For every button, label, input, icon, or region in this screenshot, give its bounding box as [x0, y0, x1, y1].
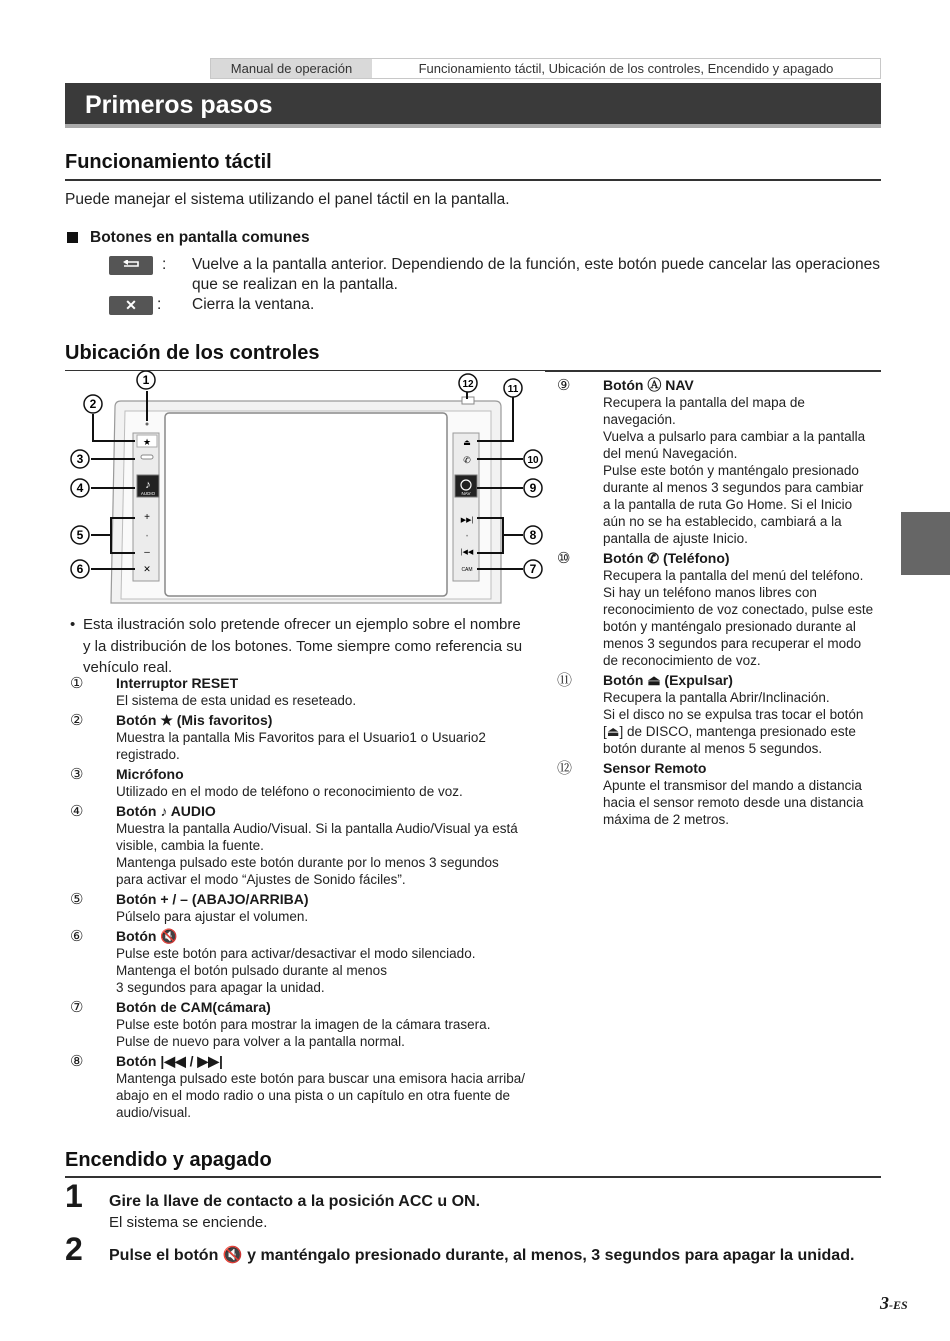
device-nav-label: NAV: [461, 491, 471, 496]
svg-text:•: •: [145, 534, 149, 540]
control-item-title: Micrófono: [116, 766, 184, 782]
control-item-desc: Si el disco no se expulsa tras tocar el botón: [603, 707, 864, 722]
control-item-number: ⑨: [557, 377, 571, 394]
control-item-desc: Recupera la pantalla del menú del teléfono.: [603, 568, 864, 583]
svg-text:–: –: [144, 547, 150, 558]
control-item-desc: navegación.: [603, 412, 676, 427]
control-item-desc: 3 segundos para apagar la unidad.: [116, 980, 325, 995]
control-item-desc: hacia el sensor remoto desde una distancia: [603, 795, 864, 810]
back-arrow-icon: [120, 260, 142, 272]
square-bullet-icon: [67, 232, 78, 243]
control-item-title: Botón ♪ AUDIO: [116, 803, 216, 819]
control-item-desc: botón durante al menos 5 segundos.: [603, 741, 823, 756]
control-item-desc: Púlselo para ajustar el volumen.: [116, 909, 309, 924]
controls-list-right: [555, 377, 885, 831]
control-item-desc: Mantenga el botón pulsado durante al menos: [116, 963, 387, 978]
step-number-1: 1: [65, 1178, 83, 1214]
control-item-desc: Apunte el transmisor del mando a distancia: [603, 778, 862, 793]
device-illustration: [65, 371, 545, 613]
svg-text:♪: ♪: [145, 479, 151, 491]
svg-text:2: 2: [89, 397, 97, 411]
svg-text:✆: ✆: [463, 455, 471, 465]
svg-text:•: •: [465, 534, 469, 540]
control-item: [68, 803, 548, 888]
control-item-desc: máxima de 2 metros.: [603, 812, 730, 827]
control-item-number: ③: [70, 766, 84, 783]
svg-text:12: 12: [462, 379, 474, 390]
control-item: [68, 999, 548, 1050]
close-icon: ✕: [125, 297, 137, 313]
device-cam-label: CAM: [461, 567, 473, 573]
svg-text:★: ★: [142, 437, 152, 447]
control-item-title: Botón + / – (ABAJO/ARRIBA): [116, 891, 309, 907]
control-item: [555, 760, 885, 828]
control-item-desc: Pulse este botón para mostrar la imagen de la cámara trasera.: [116, 1017, 491, 1032]
control-item-title: Botón Ⓐ NAV: [603, 377, 694, 393]
section-rule: [65, 179, 881, 181]
control-item-desc: Pulse este botón para activar/desactivar el modo silenciado.: [116, 946, 476, 961]
svg-text:11: 11: [507, 384, 519, 395]
control-item: [555, 672, 885, 757]
svg-text:1: 1: [142, 373, 150, 387]
svg-text:⏏: ⏏: [463, 438, 471, 447]
control-item-desc: Vuelva a pulsarlo para cambiar a la pantalla: [603, 429, 866, 444]
section-heading-power: Encendido y apagado: [65, 1149, 272, 1171]
control-item-desc: Pulse este botón y manténgalo presionado: [603, 463, 859, 478]
control-item-desc: del menú Navegación.: [603, 446, 738, 461]
control-item-number: ①: [70, 675, 84, 692]
common-buttons-heading: Botones en pantalla comunes: [90, 229, 310, 246]
control-item: [555, 550, 885, 669]
control-item-number: ⑦: [70, 999, 84, 1016]
control-item-desc: menos 3 segundos para recuperar el modo: [603, 636, 862, 651]
page-title: Primeros pasos: [85, 91, 273, 119]
control-item-number: ⑧: [70, 1053, 84, 1070]
svg-text:✕: ✕: [143, 564, 151, 574]
svg-text:8: 8: [529, 528, 537, 542]
control-item-desc: para activar el modo “Ajustes de Sonido fáciles”.: [116, 872, 406, 887]
svg-text:+: +: [144, 512, 150, 523]
control-item-desc: audio/visual.: [116, 1105, 192, 1120]
back-button-illustration: [109, 256, 153, 275]
svg-text:7: 7: [529, 562, 537, 576]
svg-text:10: 10: [527, 455, 539, 466]
control-item-desc: Mantenga pulsado este botón durante por lo menos 3 segundos: [116, 855, 499, 870]
header-manual-label: Manual de operación: [211, 59, 372, 78]
control-item-desc: abajo en el modo radio o una pista o un capítulo en otra fuente de: [116, 1088, 511, 1103]
svg-text:4: 4: [76, 481, 84, 495]
header-section-label: Funcionamiento táctil, Ubicación de los controles, Encendido y apagado: [418, 61, 834, 76]
control-item-title: Interruptor RESET: [116, 675, 239, 691]
touch-intro: Puede manejar el sistema utilizando el panel táctil en la pantalla.: [65, 191, 510, 208]
colon: :: [162, 256, 167, 273]
section-heading-touch: Funcionamiento táctil: [65, 151, 272, 173]
control-item-desc: pantalla de ajuste Inicio.: [603, 531, 748, 546]
control-item-desc: de reconocimiento de voz.: [603, 653, 761, 668]
control-item-number: ⑪: [557, 672, 573, 689]
control-item-title: Botón 🔇: [116, 928, 178, 944]
control-item: [68, 1053, 548, 1121]
control-item-desc: Recupera la pantalla del mapa de: [603, 395, 805, 410]
control-item-desc: El sistema de esta unidad es reseteado.: [116, 693, 357, 708]
side-thumb-tab: [901, 512, 950, 575]
control-item-number: ⑤: [70, 891, 84, 908]
close-button-illustration: [109, 296, 153, 315]
section-heading-controls: Ubicación de los controles: [65, 342, 320, 364]
svg-text:6: 6: [76, 562, 84, 576]
control-item-desc: durante al menos 3 segundos para cambiar: [603, 480, 864, 495]
step-1-subtext: El sistema se enciende.: [109, 1214, 268, 1231]
step-number-2: 2: [65, 1231, 83, 1267]
control-item-desc: a la pantalla de ruta Go Home. Si el Inicio: [603, 497, 853, 512]
control-item-desc: Si hay un teléfono manos libres con: [603, 585, 817, 600]
control-item-title: Botón ✆ (Teléfono): [603, 550, 730, 566]
back-desc-line1: Vuelve a la pantalla anterior. Dependiendo de la función, este botón puede cancelar las operaciones: [192, 256, 880, 273]
control-item-desc: Pulse de nuevo para volver a la pantalla normal.: [116, 1034, 405, 1049]
colon: :: [157, 296, 162, 313]
control-item-title: Botón ⏏ (Expulsar): [603, 672, 733, 688]
control-item-desc: Muestra la pantalla Mis Favoritos para el Usuario1 o Usuario2: [116, 730, 486, 745]
illustration-note: • Esta ilustración solo pretende ofrecer un ejemplo sobre el nombre y la distribución de los botones. Tome siempre como referencia su vehículo real.: [70, 616, 523, 676]
close-desc: Cierra la ventana.: [192, 296, 315, 313]
control-item-desc: Recupera la pantalla Abrir/Inclinación.: [603, 690, 830, 705]
page-number: 3-ES: [880, 1293, 908, 1313]
section-rule: [65, 1176, 881, 1178]
svg-text:5: 5: [76, 528, 84, 542]
svg-text:9: 9: [529, 481, 537, 495]
device-audio-label: AUDIO: [140, 491, 156, 496]
control-item: [68, 712, 548, 763]
control-item-desc: reconocimiento de voz conectado, pulse este: [603, 602, 874, 617]
control-item-number: ⑩: [557, 550, 571, 567]
step-1-text: Gire la llave de contacto a la posición ACC u ON.: [109, 1193, 481, 1210]
control-item-desc: Muestra la pantalla Audio/Visual. Si la pantalla Audio/Visual ya está: [116, 821, 518, 836]
control-item-title: Botón ★ (Mis favoritos): [116, 712, 273, 728]
control-item: [68, 766, 548, 800]
control-item: [68, 675, 548, 709]
control-item-number: ⑥: [70, 928, 84, 945]
control-item-number: ⑫: [557, 760, 573, 777]
step-2-text: Pulse el botón 🔇 y manténgalo presionado durante, al menos, 3 segundos para apagar la unidad.: [109, 1247, 855, 1264]
control-item-desc: registrado.: [116, 747, 180, 762]
control-item-title: Botón de CAM(cámara): [116, 999, 271, 1015]
control-item-desc: aún no se ha establecido, cambiará a la: [603, 514, 842, 529]
page-title-bar: [65, 83, 881, 128]
running-header: [210, 58, 881, 79]
control-item-title: Botón |◀◀ / ▶▶|: [116, 1053, 223, 1069]
controls-list-left: [68, 675, 548, 1124]
svg-text:|◀◀: |◀◀: [460, 549, 474, 556]
control-item: [555, 377, 885, 547]
control-item-number: ②: [70, 712, 84, 729]
control-item: [68, 891, 548, 925]
control-item-desc: Utilizado en el modo de teléfono o reconocimiento de voz.: [116, 784, 463, 799]
control-item-number: ④: [70, 803, 84, 820]
control-item-desc: Mantenga pulsado este botón para buscar una emisora hacia arriba/: [116, 1071, 526, 1086]
svg-text:3: 3: [76, 452, 84, 466]
control-item-desc: botón y manténgalo presionado durante al: [603, 619, 856, 634]
control-item-title: Sensor Remoto: [603, 760, 707, 776]
control-item-desc: [⏏] de DISCO, mantenga presionado este: [603, 724, 856, 739]
control-item-desc: visible, cambia la fuente.: [116, 838, 264, 853]
back-desc-line2: que se realizan en la pantalla.: [192, 276, 398, 293]
svg-text:▶▶|: ▶▶|: [460, 517, 474, 524]
control-item: [68, 928, 548, 996]
